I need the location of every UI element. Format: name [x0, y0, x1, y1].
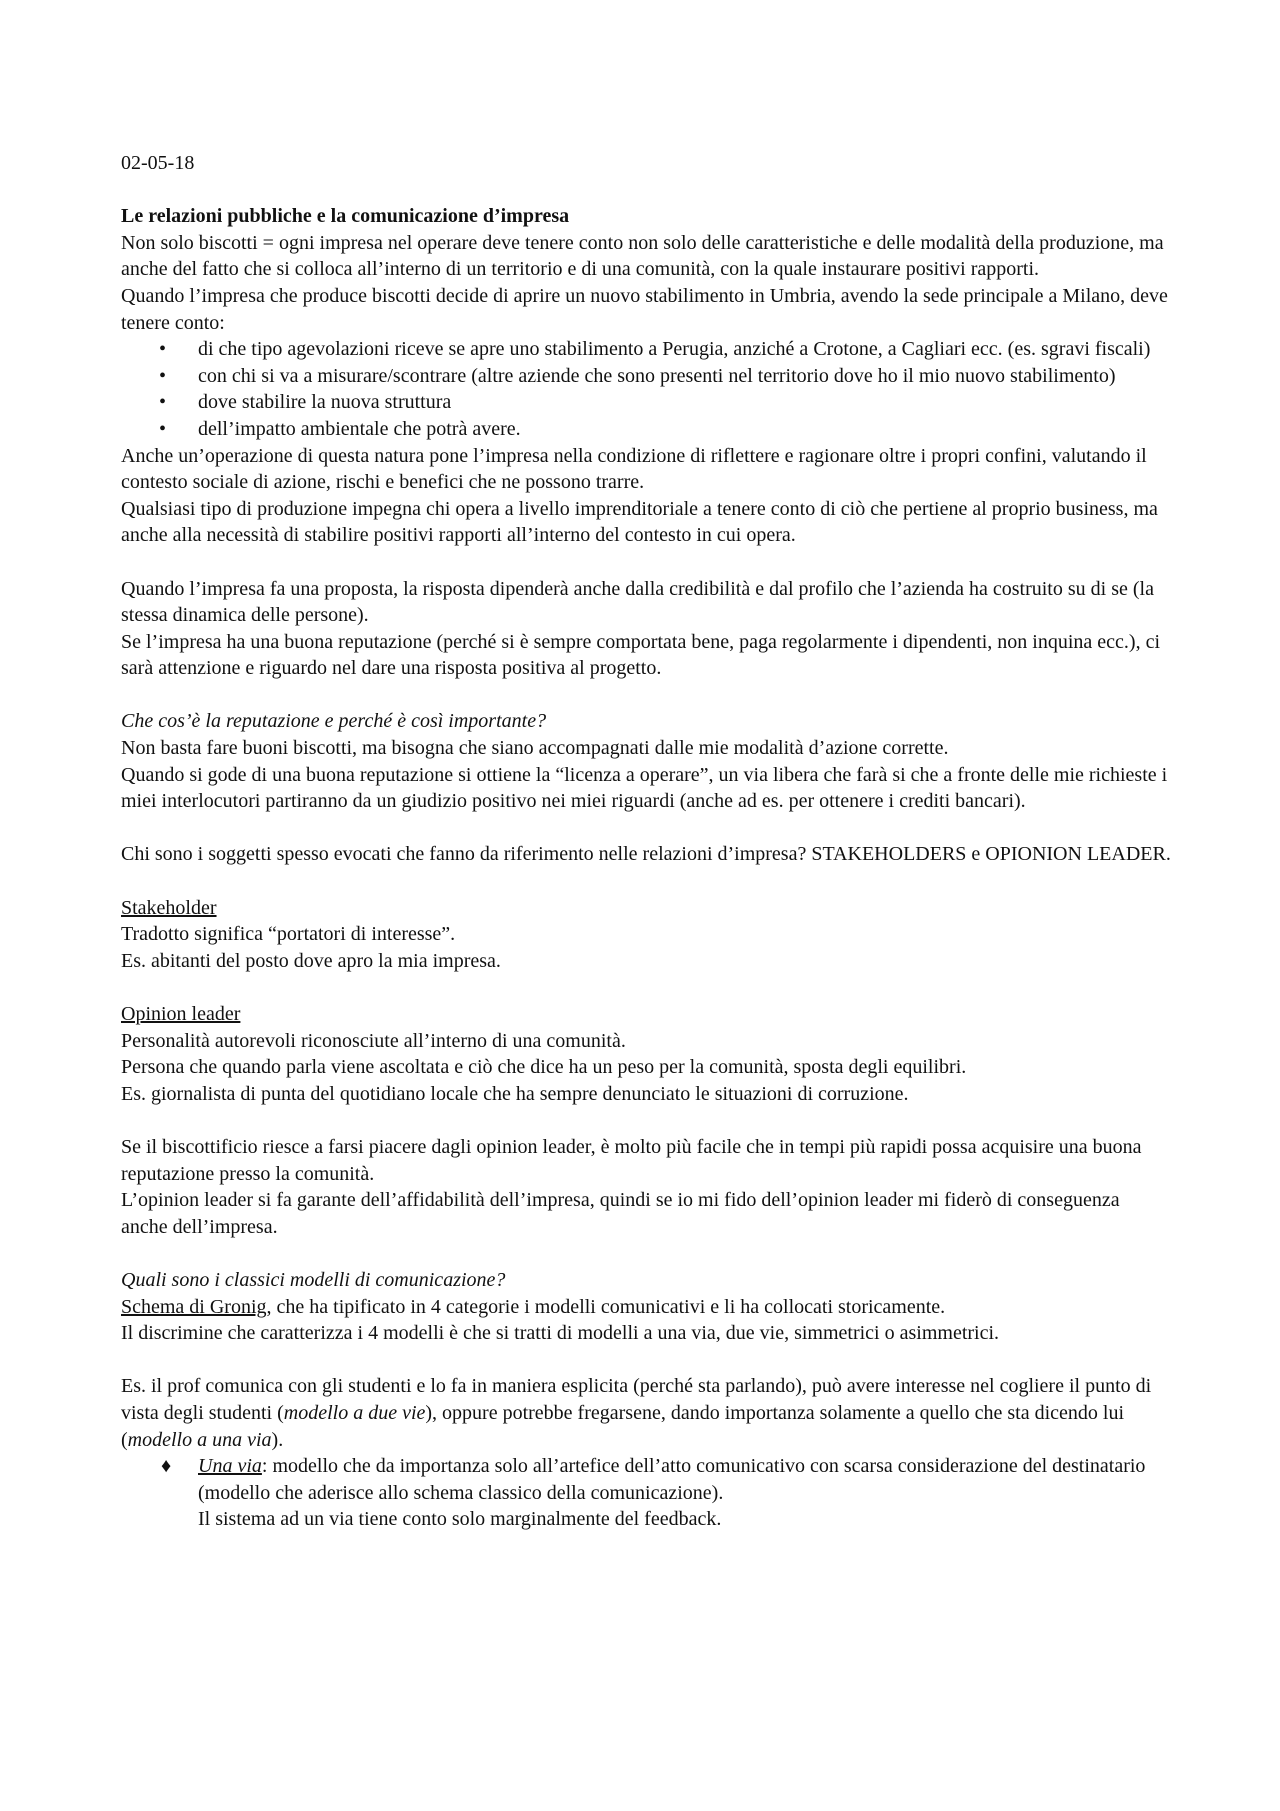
example-paragraph: Es. il prof comunica con gli studenti e lo fa in maniera esplicita (perché sta parlando), può avere interesse nel cogliere il punto di vista degli studenti (modello a due vie), oppure potrebbe fregarsene, dando importanza solamente a quello che sta dicendo lui (modello a una via). [121, 1375, 1152, 1451]
page-title: Le relazioni pubbliche e la comunicazione d’impresa [121, 205, 570, 228]
bullet-icon: • [159, 338, 167, 361]
bullet-icon: • [159, 364, 167, 387]
models-question: Quali sono i classici modelli di comunicazione? [121, 1268, 506, 1291]
considerations-list [121, 336, 1171, 442]
body-paragraph: Anche un’operazione di questa natura pone l’impresa nella condizione di riflettere e ragionare oltre i propri confini, valutando il contesto sociale di azione, rischi e benefici che ne possono trarre. [121, 444, 1147, 494]
intro-paragraph: Non solo biscotti = ogni impresa nel operare deve tenere conto non solo delle caratteristiche e delle modalità della produzione, ma anche del fatto che si colloca all’interno di un territorio e di una comunità, con la quale instaurare positivi rapporti. [121, 231, 1164, 281]
subjects-question: Chi sono i soggetti spesso evocati che fanno da riferimento nelle relazioni d’impresa? STAKEHOLDERS e OPIONION LEADER. [121, 843, 1171, 866]
reputation-question: Che cos’è la reputazione e perché è così importante? [121, 710, 547, 733]
model-label: Una via [198, 1455, 262, 1478]
body-paragraph: Quando si gode di una buona reputazione si ottiene la “licenza a operare”, un via libera che farà si che a fronte delle mie richieste i miei interlocutori partiranno da un giudizio positivo nei miei riguardi (anche ad es. per ottenere i crediti bancari). [121, 763, 1168, 813]
schema-paragraph: Schema di Gronig, che ha tipificato in 4 categorie i modelli comunicativi e li ha collocati storicamente. [121, 1295, 946, 1318]
body-paragraph: Persona che quando parla viene ascoltata e ciò che dice ha un peso per la comunità, sposta degli equilibri. [121, 1056, 967, 1079]
list-item: • dell’impatto ambientale che potrà avere. [121, 416, 1171, 443]
bullet-icon: • [159, 391, 167, 414]
models-list [121, 1453, 1171, 1533]
body-paragraph: Il discrimine che caratterizza i 4 modelli è che si tratti di modelli a una via, due vie, simmetrici o asimmetrici. [121, 1322, 1000, 1345]
diamond-bullet-icon: ♦ [161, 1455, 172, 1478]
bullet-icon: • [159, 417, 167, 440]
stakeholder-heading: Stakeholder [121, 896, 217, 919]
body-paragraph: Es. abitanti del posto dove apro la mia impresa. [121, 949, 501, 972]
schema-link: Schema di Gronig [121, 1295, 267, 1318]
body-paragraph: Qualsiasi tipo di produzione impegna chi opera a livello imprenditoriale a tenere conto di ciò che pertiene al proprio business, ma anche alla necessità di stabilire positivi rapporti all’interno del contesto in cui opera. [121, 497, 1158, 547]
list-item: • di che tipo agevolazioni riceve se apre uno stabilimento a Perugia, anziché a Crotone, a Cagliari ecc. (es. sgravi fiscali) [121, 336, 1171, 363]
body-paragraph: Se l’impresa ha una buona reputazione (perché si è sempre comportata bene, paga regolarmente i dipendenti, non inquina ecc.), ci sarà attenzione e riguardo nel dare una risposta positiva al progetto. [121, 630, 1161, 680]
list-item: • con chi si va a misurare/scontrare (altre aziende che sono presenti nel territorio dove ho il mio nuovo stabilimento) [121, 363, 1171, 390]
body-paragraph: Personalità autorevoli riconosciute all’interno di una comunità. [121, 1029, 626, 1052]
intro-paragraph: Quando l’impresa che produce biscotti decide di aprire un nuovo stabilimento in Umbria, avendo la sede principale a Milano, deve tenere conto: [121, 284, 1168, 334]
document-page [121, 150, 1171, 1533]
body-paragraph: Non basta fare buoni biscotti, ma bisogna che siano accompagnati dalle mie modalità d’azione corrette. [121, 737, 949, 760]
body-paragraph: Tradotto significa “portatori di interesse”. [121, 923, 456, 946]
body-paragraph: Es. giornalista di punta del quotidiano locale che ha sempre denunciato le situazioni di corruzione. [121, 1082, 909, 1105]
date: 02-05-18 [121, 152, 195, 174]
body-paragraph: Quando l’impresa fa una proposta, la risposta dipenderà anche dalla credibilità e dal profilo che l’azienda ha costruito su di se (la stessa dinamica delle persone). [121, 577, 1154, 627]
body-paragraph: L’opinion leader si fa garante dell’affidabilità dell’impresa, quindi se io mi fido dell’opinion leader mi fiderò di conseguenza anche dell’impresa. [121, 1189, 1120, 1238]
list-item: ♦ Una via: modello che da importanza solo all’artefice dell’atto comunicativo con scarsa considerazione del destinatario (modello che aderisce allo schema classico della comunicazione). Il sistema ad un via tiene conto solo marginalmente del feedback. [161, 1455, 1146, 1531]
opinion-leader-heading: Opinion leader [121, 1003, 241, 1025]
list-item: • dove stabilire la nuova struttura [121, 389, 1171, 416]
body-paragraph: Se il biscottificio riesce a farsi piacere dagli opinion leader, è molto più facile che in tempi più rapidi possa acquisire una buona reputazione presso la comunità. [121, 1135, 1142, 1185]
